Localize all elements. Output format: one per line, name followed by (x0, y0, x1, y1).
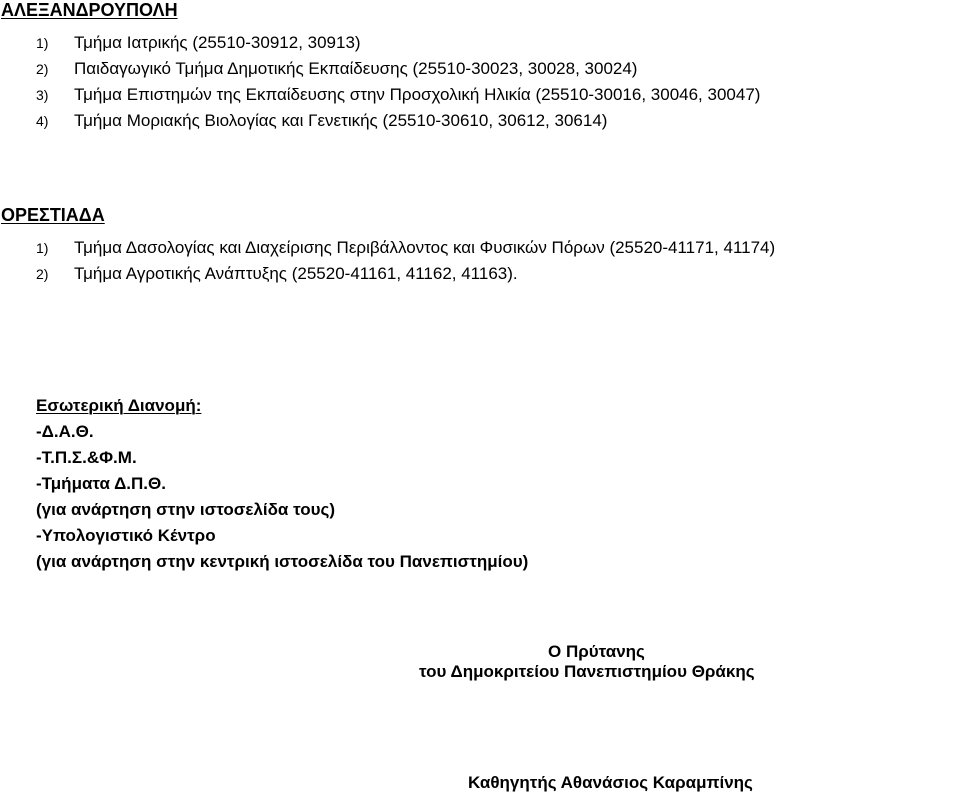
signature-role: Ο Πρύτανης (548, 642, 645, 661)
section-heading-alexandroupoli: ΑΛΕΞΑΝΔΡΟΥΠΟΛΗ (1, 0, 178, 20)
item-text: Τμήμα Μοριακής Βιολογίας και Γενετικής (25510-30610, 30612, 30614) (74, 111, 608, 130)
signature-name: Καθηγητής Αθανάσιος Καραμπίνης (468, 773, 753, 792)
distribution-line: (για ανάρτηση στην κεντρική ιστοσελίδα του Πανεπιστημίου) (36, 552, 529, 571)
distribution-line: -Δ.Α.Θ. (36, 422, 94, 441)
internal-distribution (36, 393, 528, 575)
item-text: Παιδαγωγικό Τμήμα Δημοτικής Εκπαίδευσης (25510-30023, 30028, 30024) (74, 59, 638, 78)
item-text: Τμήμα Ιατρικής (25510-30912, 30913) (74, 33, 361, 52)
distribution-line: -Υπολογιστικό Κέντρο (36, 526, 216, 545)
item-number: 2) (36, 266, 49, 282)
list-item (36, 30, 760, 56)
item-text: Τμήμα Αγροτικής Ανάπτυξης (25520-41161, 41162, 41163). (74, 264, 518, 283)
orestiada-department-list (36, 235, 775, 287)
list-item (36, 235, 775, 261)
alexandroupoli-department-list (36, 30, 760, 134)
item-text: Τμήμα Επιστημών της Εκπαίδευσης στην Προσχολική Ηλικία (25510-30016, 30046, 30047) (74, 85, 761, 104)
item-number: 3) (36, 87, 49, 103)
item-text: Τμήμα Δασολογίας και Διαχείρισης Περιβάλλοντος και Φυσικών Πόρων (25520-41171, 41174) (74, 238, 776, 257)
distribution-title: Εσωτερική Διανομή: (36, 396, 202, 415)
item-number: 1) (36, 35, 49, 51)
distribution-line: -Τμήματα Δ.Π.Θ. (36, 474, 166, 493)
item-number: 4) (36, 113, 49, 129)
distribution-line: -Τ.Π.Σ.&Φ.Μ. (36, 448, 137, 467)
section-heading-orestiada: ΟΡΕΣΤΙΑΔΑ (1, 205, 105, 225)
list-item (36, 261, 775, 287)
list-item (36, 56, 760, 82)
list-item (36, 108, 760, 134)
signature-institution: του Δημοκριτείου Πανεπιστημίου Θράκης (419, 662, 755, 681)
distribution-line: (για ανάρτηση στην ιστοσελίδα τους) (36, 500, 336, 519)
item-number: 2) (36, 61, 49, 77)
item-number: 1) (36, 240, 49, 256)
list-item (36, 82, 760, 108)
